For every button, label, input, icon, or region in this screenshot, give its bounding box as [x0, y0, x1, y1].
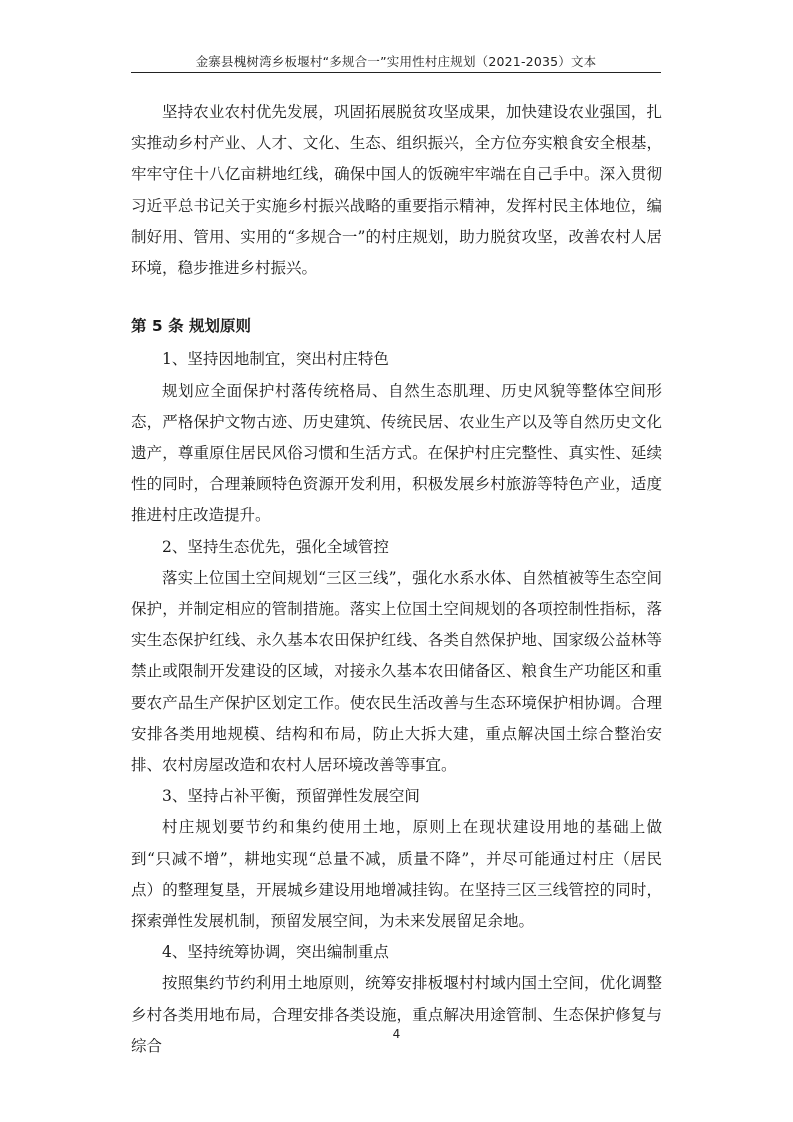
principle-4-heading: 4、坚持统筹协调，突出编制重点	[162, 943, 389, 962]
principle-2-heading: 2、坚持生态优先，强化全域管控	[162, 537, 389, 556]
principle-1-body: 规划应全面保护村落传统格局、自然生态肌理、历史风貌等整体空间形态，严格保护文物古迹、历史建筑、传统民居、农业生产以及等自然历史文化遗产，尊重原住居民风俗习惯和生活方式。在保护村庄完整性、真实性、延续性的同时，合理兼顾特色资源开发利用，积极发展乡村旅游等特色产业，适度推进村庄改造提升。	[131, 381, 662, 525]
principle-3-heading: 3、坚持占补平衡，预留弹性发展空间	[162, 787, 420, 806]
header-divider	[131, 72, 661, 73]
principle-1-heading: 1、坚持因地制宜，突出村庄特色	[162, 350, 389, 369]
principle-2-body: 落实上位国土空间规划“三区三线”，强化水系水体、自然植被等生态空间保护，并制定相应的管制措施。落实上位国土空间规划的各项控制性指标，落实生态保护红线、永久基本农田保护红线、各类自然保护地、国家级公益林等禁止或限制开发建设的区域，对接永久基本农田储备区、粮食生产功能区和重要农产品生产保护区划定工作。使农民生活改善与生态环境保护相协调。合理安排各类用地规模、结构和布局，防止大拆大建，重点解决国土综合整治安排、农村房屋改造和农村人居环境改善等事宜。	[131, 568, 662, 775]
intro-paragraph: 坚持农业农村优先发展，巩固拓展脱贫攻坚成果，加快建设农业强国，扎实推动乡村产业、人才、文化、生态、组织振兴，全方位夯实粮食安全根基，牢牢守住十八亿亩耕地红线，确保中国人的饭碗牢牢端在自己手中。深入贯彻习近平总书记关于实施乡村振兴战略的重要指示精神，发挥村民主体地位，编制好用、管用、实用的“多规合一”的村庄规划，助力脱贫攻坚，改善农村人居环境，稳步推进乡村振兴。	[131, 103, 662, 278]
principle-3-body: 村庄规划要节约和集约使用土地，原则上在现状建设用地的基础上做到“只减不增”，耕地实现“总量不减，质量不降”，并尽可能通过村庄（居民点）的整理复垦，开展城乡建设用地增减挂钩。在坚持三区三线管控的同时，探索弹性发展机制，预留发展空间，为未来发展留足余地。	[131, 818, 662, 931]
document-header: 金寨县槐树湾乡板堰村“多规合一”实用性村庄规划（2021-2035）文本	[195, 54, 597, 69]
document-body	[131, 97, 662, 1062]
section-title: 第 5 条 规划原则	[131, 317, 251, 336]
page-number: 4	[392, 1027, 401, 1041]
principle-4-body: 按照集约节约利用土地原则，统筹安排板堰村村域内国土空间，优化调整乡村各类用地布局，合理安排各类设施，重点解决用途管制、生态保护修复与综合	[131, 974, 662, 1055]
